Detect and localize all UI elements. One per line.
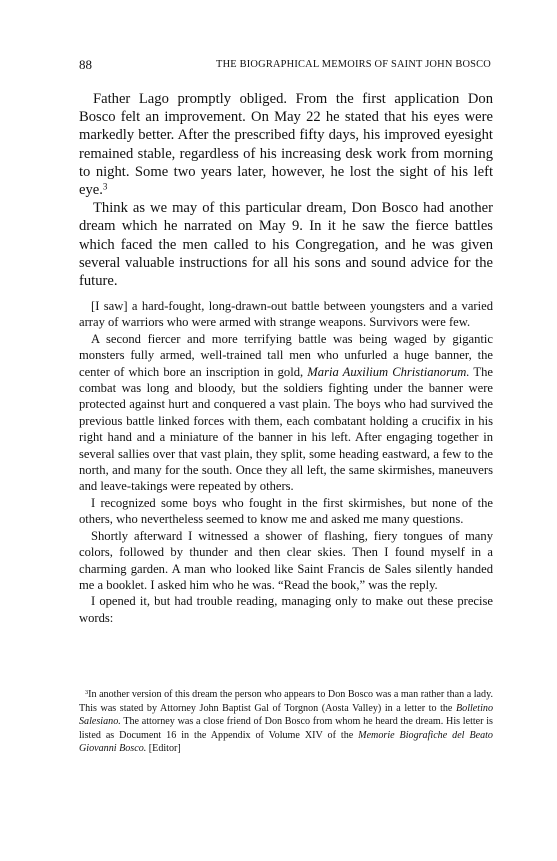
narrative-paragraph: Shortly afterward I witnessed a shower of flashing, fiery tongues of many colors, followed by thunder and then clear skies. Then I found myself in a charming garden. A man who looked like Saint Francis de Sales silently handed me a booklet. I asked him who he was. “Read the book,” was the reply. (79, 528, 493, 592)
narrative-paragraph: I opened it, but had trouble reading, managing only to make out these precise words: (79, 594, 493, 625)
footnote-paragraph: $^3$In another version of this dream the person who appears to Don Bosco was a man rather than a lady. This was stated by Attorney John Baptist Gal of Torgnon (Aosta Valley) in a letter to the Bolletino Salesiano. The attorney was a close friend of Don Bosco from whom he heard the dream. His letter is listed as Document 16 in the Appendix of Volume XIV of the Memorie Biografiche del Beato Giovanni Bosco. [Editor] (79, 688, 493, 755)
narrative-paragraph: [I saw] a hard-fought, long-drawn-out battle between youngsters and a varied array of warriors who were armed with strange weapons. Survivors were few. (79, 299, 493, 330)
running-title: THE BIOGRAPHICAL MEMOIRS OF SAINT JOHN BOSCO (216, 59, 491, 70)
periodical-title: Bolletino Salesiano. (79, 702, 493, 728)
footnote (79, 688, 493, 756)
narrative-paragraph (79, 331, 493, 495)
latin-inscription: Maria Auxilium Christianorum. (307, 364, 470, 379)
narrative-paragraph: I recognized some boys who fought in the first skirmishes, but none of the others, who nevertheless seemed to know me and asked me many questions. (79, 495, 493, 527)
body-paragraph: Think as we may of this particular dream, Don Bosco had another dream which he narrated on May 9. In it he saw the fierce battles which faced the men called to his Congregation, and he was given several valuable instructions for all his sons and sound advice for the future. (79, 200, 493, 290)
paragraph-text: Father Lago promptly obliged. From the first application Don Bosco felt an improvement. On May 22 he stated that his eyes were markedly better. After the prescribed fifty days, his improved eyesight remained stable, regardless of his increasing desk work from morning to night. Some two years later, however, he lost the sight of his left eye. (79, 91, 493, 199)
paragraph-text: A second fiercer and more terrifying battle was being waged by gigantic monsters fully armed, well-trained tall men who unfurled a huge banner, the center of which bore an inscription in gold, (79, 331, 493, 379)
paragraph-text: The combat was long and bloody, but the soldiers fighting under the banner were protected against hurt and conquered a vast plain. The boys who had survived the previous battle linked forces with them, each combatant holding a crucifix in his right hand and a miniature of the banner in his left. After engaging together in several sallies over that vast plain, they split, some heading eastward, a few to the north, and many for the south. Once they all left, the same skirmishes, maneuvers and leave-takings were repeated by others. (79, 364, 493, 494)
dream-narrative (79, 298, 493, 626)
body-text (79, 90, 493, 290)
footnote-reference: 3 (102, 181, 108, 192)
body-paragraph (79, 90, 493, 199)
footnote-marker: 3 (85, 688, 89, 696)
page-number: 88 (79, 57, 92, 72)
running-head (79, 57, 491, 73)
book-title: Memorie Biografiche del Beato Giovanni Bosco. (79, 729, 493, 755)
